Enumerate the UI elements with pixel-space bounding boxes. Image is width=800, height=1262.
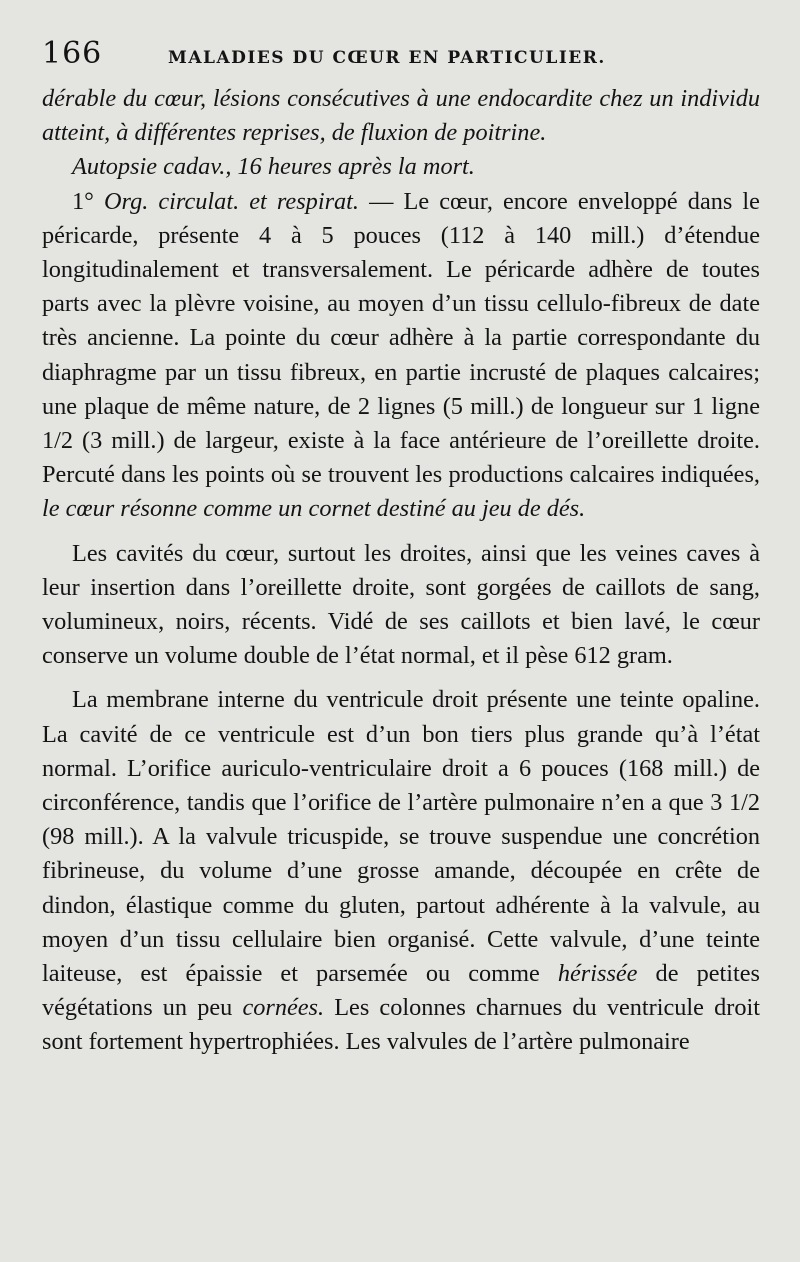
paragraph-organs (42, 185, 760, 527)
body-text (42, 82, 760, 1060)
text-segment: La membrane interne du ventricule droit présente une teinte opaline. La cavité de ce ventricule est d’un bon tiers plus grande qu’à l’état normal. L’orifice auriculo-ventriculaire droit a 6 pouces (168 mill.) de circonférence, tandis que l’orifice de l’artère pulmonaire n’en a que 3 1/2 (98 mill.). A la valvule tricuspide, se trouve suspendue une concrétion fibrineuse, du volume d’une grosse amande, découpée en crête de dindon, élastique comme du gluten, partout adhérente à la valvule, au moyen d’un tissu cellulaire bien organisé. Cette valvule, d’une teinte laiteuse, est épaissie et parsemée ou comme (42, 686, 760, 988)
paragraph-cavities (42, 537, 760, 674)
paragraph-right-ventricle (42, 683, 760, 1059)
text-segment: dérable du cœur, lésions consécutives à une endocardite chez un individu atteint, à différentes reprises, de fluxion de poitrine. (42, 85, 760, 147)
text-segment: Org. circulat. et respirat. (103, 187, 359, 215)
running-title: MALADIES DU CŒUR EN PARTICULIER. (168, 48, 606, 68)
text-segment: Les cavités du cœur, surtout les droites, ainsi que les veines caves à leur insertion dans l’oreillette droite, sont gorgées de caillots de sang, volumineux, noirs, récents. Vidé de ses caillots et bien lavé, le cœur conserve un volume double de l’état normal, et il pèse 612 gram. (42, 539, 760, 670)
text-segment: de petites végétations un peu (42, 960, 760, 1022)
page-header (42, 36, 760, 82)
text-segment: Autopsie cadav., 16 heures après la mort. (72, 153, 475, 181)
text-segment: le cœur résonne comme un cornet destiné au jeu de dés. (42, 495, 586, 523)
paragraph-autopsy-heading (42, 150, 760, 184)
text-segment: cornées. (242, 994, 325, 1022)
text-segment: 1° (72, 187, 104, 215)
page-number: 166 (42, 36, 103, 71)
paragraph-continuation (42, 82, 760, 150)
text-segment: — Le cœur, encore enveloppé dans le péricarde, présente 4 à 5 pouces (112 à 140 mill.) d’étendue longitudinalement et transversalement. Le péricarde adhère de toutes parts avec la plèvre voisine, au moyen d’un tissu cellulo-fibreux de date très ancienne. La pointe du cœur adhère à la partie correspondante du diaphragme par un tissu fibreux, en partie incrusté de plaques calcaires; une plaque de même nature, de 2 lignes (5 mill.) de longueur sur 1 ligne 1/2 (3 mill.) de largeur, existe à la face antérieure de l’oreillette droite. Percuté dans les points où se trouvent les productions calcaires indiquées, (42, 187, 760, 489)
text-segment: Les colonnes charnues du ventricule droit sont fortement hypertrophiées. Les valvules de l’artère pulmonaire (42, 994, 760, 1056)
text-segment: hérissée (557, 960, 638, 988)
